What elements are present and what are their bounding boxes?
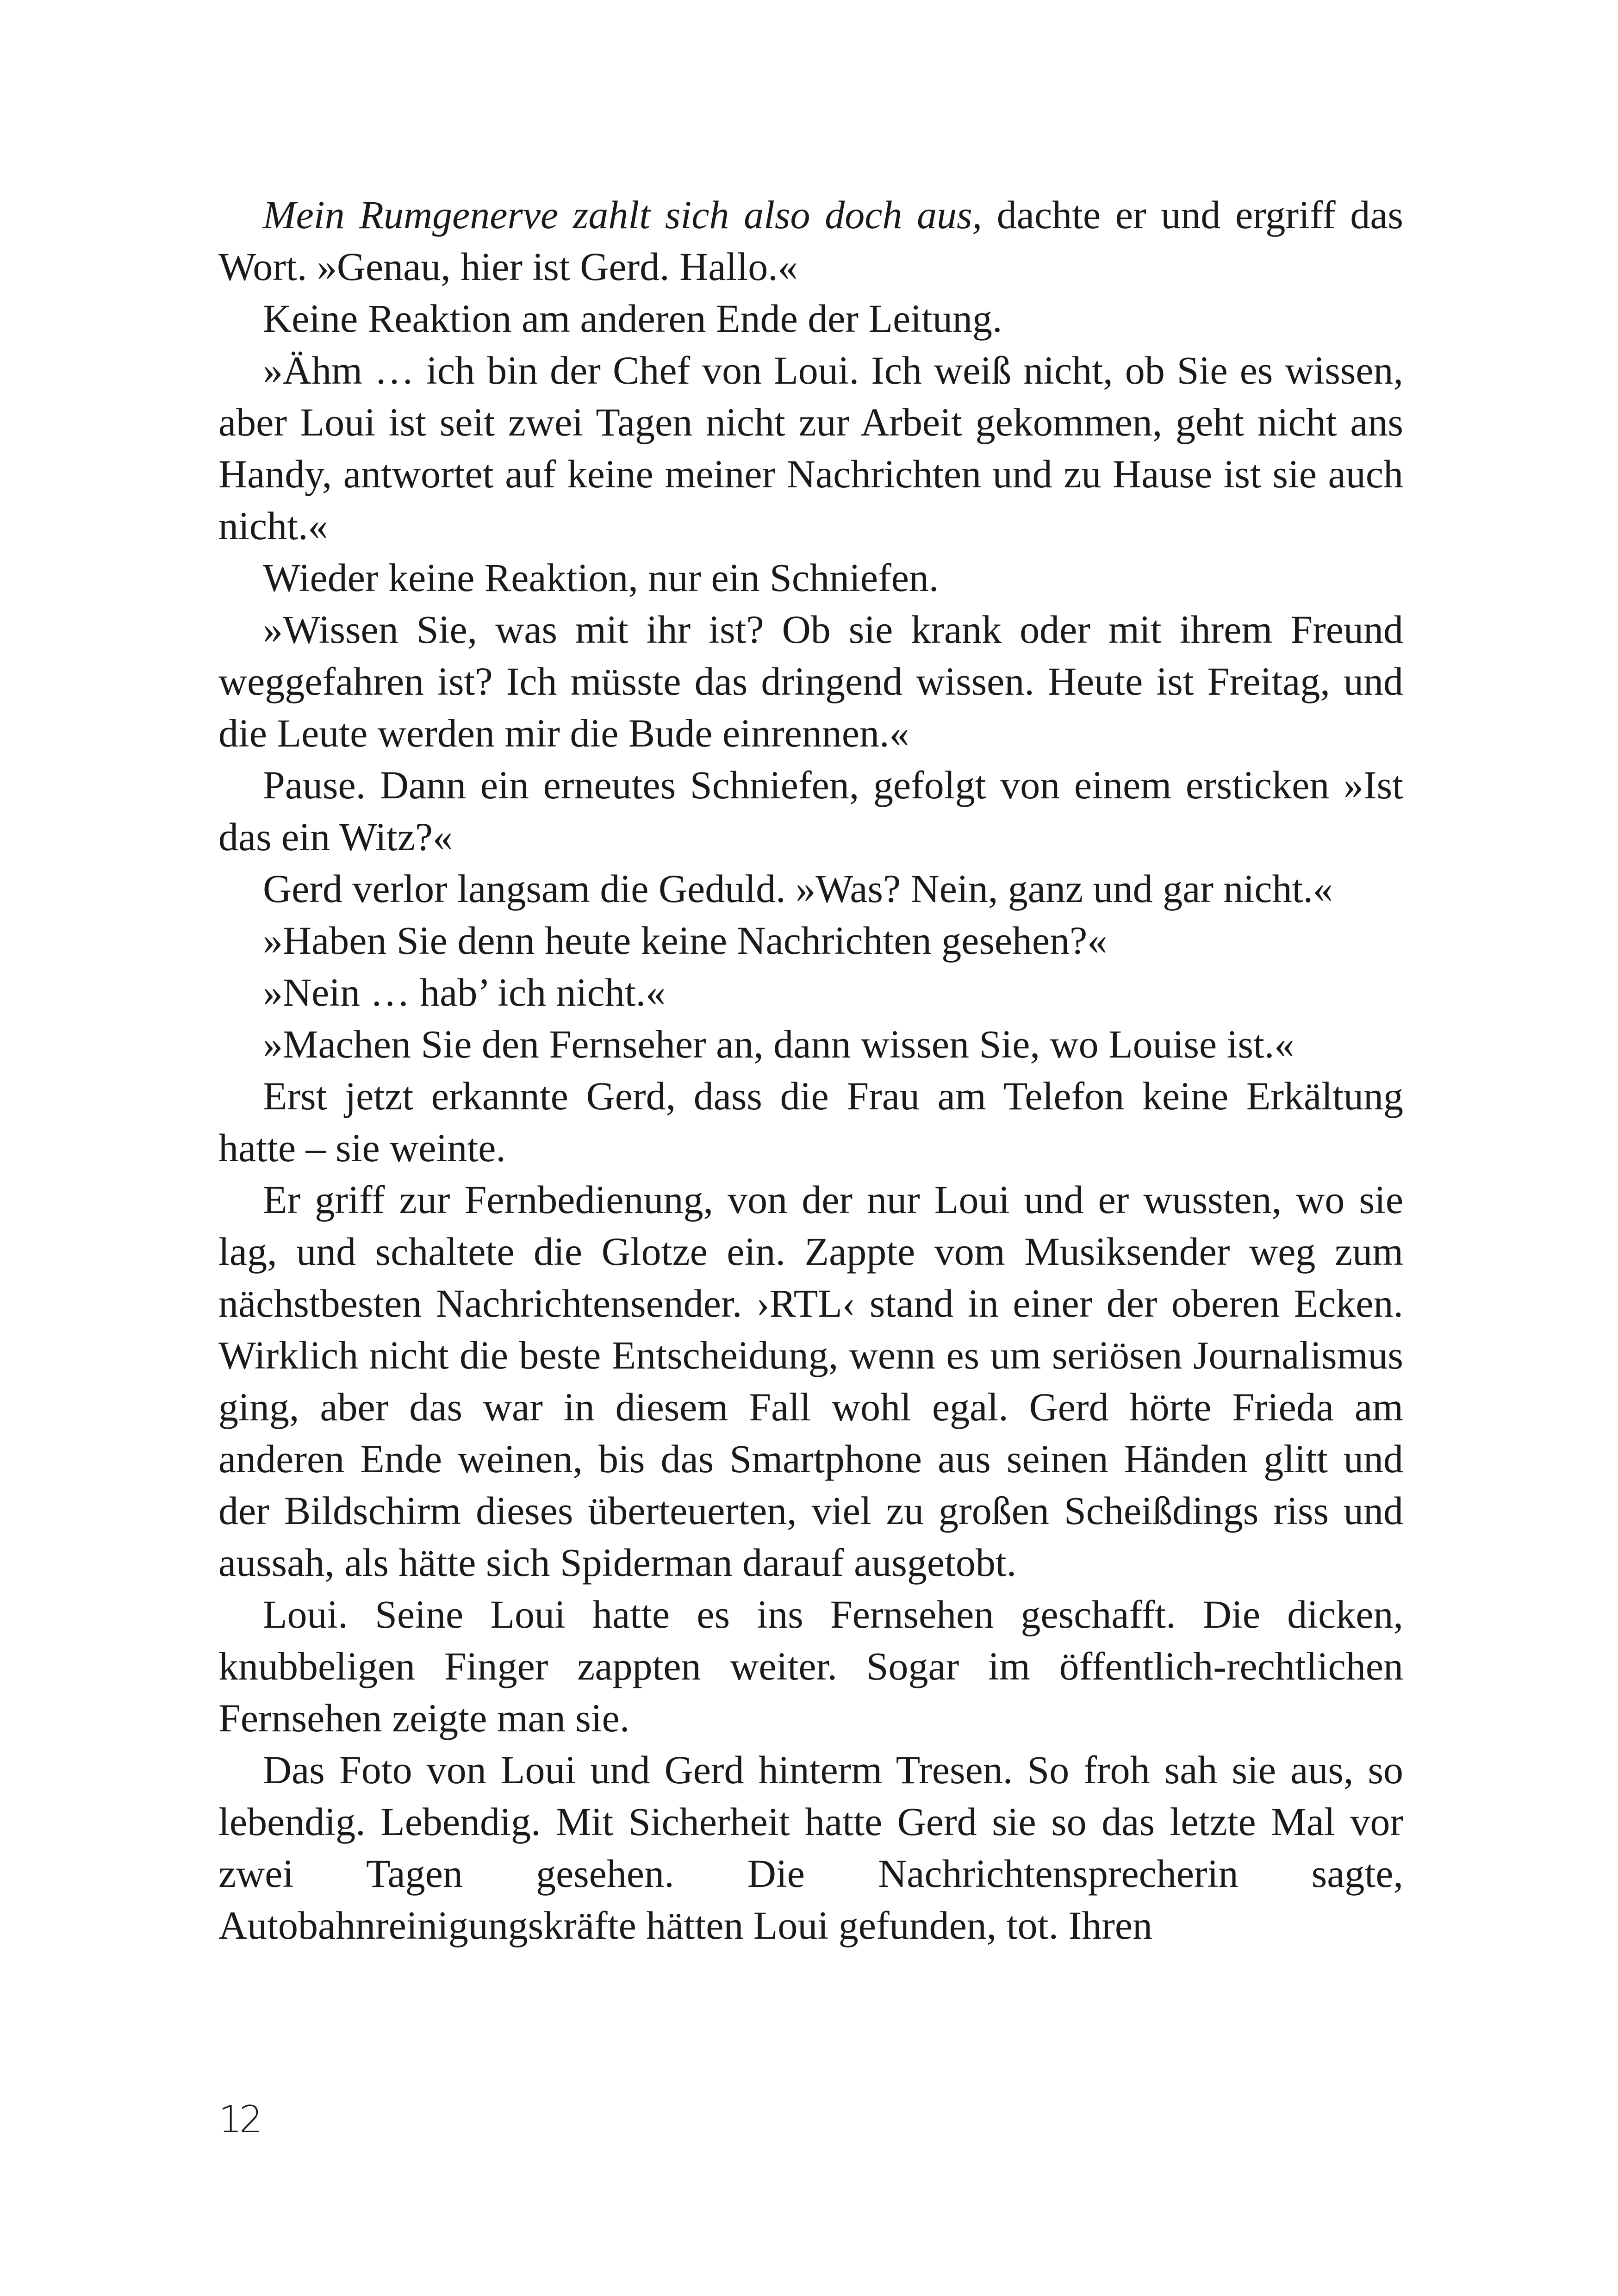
paragraph-4: Wieder keine Reaktion, nur ein Schniefen. — [263, 555, 939, 600]
paragraph-8: »Haben Sie denn heute keine Nachrichten gesehen?« — [263, 918, 1108, 963]
paragraph-11: Erst jetzt erkannte Gerd, dass die Frau am Telefon keine Erkältung hatte – sie weinte. — [218, 1074, 1403, 1170]
inner-thought: Mein Rumgenerve zahlt sich also doch aus, — [263, 193, 983, 237]
paragraph-1-text: dachte er und ergriff das Wort. »Genau, hier ist Gerd. Hallo.« — [218, 193, 1403, 289]
paragraph-2: Keine Reaktion am anderen Ende der Leitung. — [263, 296, 1002, 341]
paragraph-6: Pause. Dann ein erneutes Schniefen, gefolgt von einem ersticken »Ist das ein Witz?« — [218, 763, 1403, 859]
paragraph-10: »Machen Sie den Fernseher an, dann wissen Sie, wo Louise ist.« — [263, 1022, 1294, 1066]
paragraph-1 — [218, 189, 1403, 292]
paragraph-14: Das Foto von Loui und Gerd hinterm Tresen. So froh sah sie aus, so lebendig. Lebendig. Mit Sicherheit hatte Gerd sie so das letzte Mal vor zwei Tagen gesehen. Die Nachrichtensprecherin sagte, Autobahnreinigungskräfte hätten Loui gefunden, tot. Ihren — [218, 1748, 1403, 1948]
body-text — [218, 189, 1403, 1951]
paragraph-3: »Ähm … ich bin der Chef von Loui. Ich weiß nicht, ob Sie es wissen, aber Loui ist seit zwei Tagen nicht zur Arbeit gekommen, geht nicht ans Handy, antwortet auf keine meiner Nachrichten und zu Hause ist sie auch nicht.« — [218, 348, 1403, 548]
paragraph-5: »Wissen Sie, was mit ihr ist? Ob sie krank oder mit ihrem Freund weggefahren ist? Ich müsste das dringend wissen. Heute ist Freitag, und die Leute werden mir die Bude einrennen.« — [218, 607, 1403, 755]
page-number: 12 — [218, 2098, 260, 2141]
paragraph-7: Gerd verlor langsam die Geduld. »Was? Nein, ganz und gar nicht.« — [263, 866, 1333, 911]
paragraph-9: »Nein … hab’ ich nicht.« — [263, 970, 666, 1014]
paragraph-13: Loui. Seine Loui hatte es ins Fernsehen geschafft. Die dicken, knubbeligen Finger zappten weiter. Sogar im öffentlich-rechtlichen Fernsehen zeigte man sie. — [218, 1592, 1403, 1740]
paragraph-12: Er griff zur Fernbedienung, von der nur Loui und er wussten, wo sie lag, und schaltete die Glotze ein. Zappte vom Musiksender weg zum nächstbesten Nachrichtensender. ›RTL‹ stand in einer der oberen Ecken. Wirklich nicht die beste Entscheidung, wenn es um seriösen Journalismus ging, aber das war in diesem Fall wohl egal. Gerd hörte Frieda am anderen Ende weinen, bis das Smartphone aus seinen Händen glitt und der Bildschirm dieses überteuerten, viel zu großen Scheißdings riss und aussah, als hätte sich Spiderman darauf ausgetobt. — [218, 1177, 1403, 1585]
